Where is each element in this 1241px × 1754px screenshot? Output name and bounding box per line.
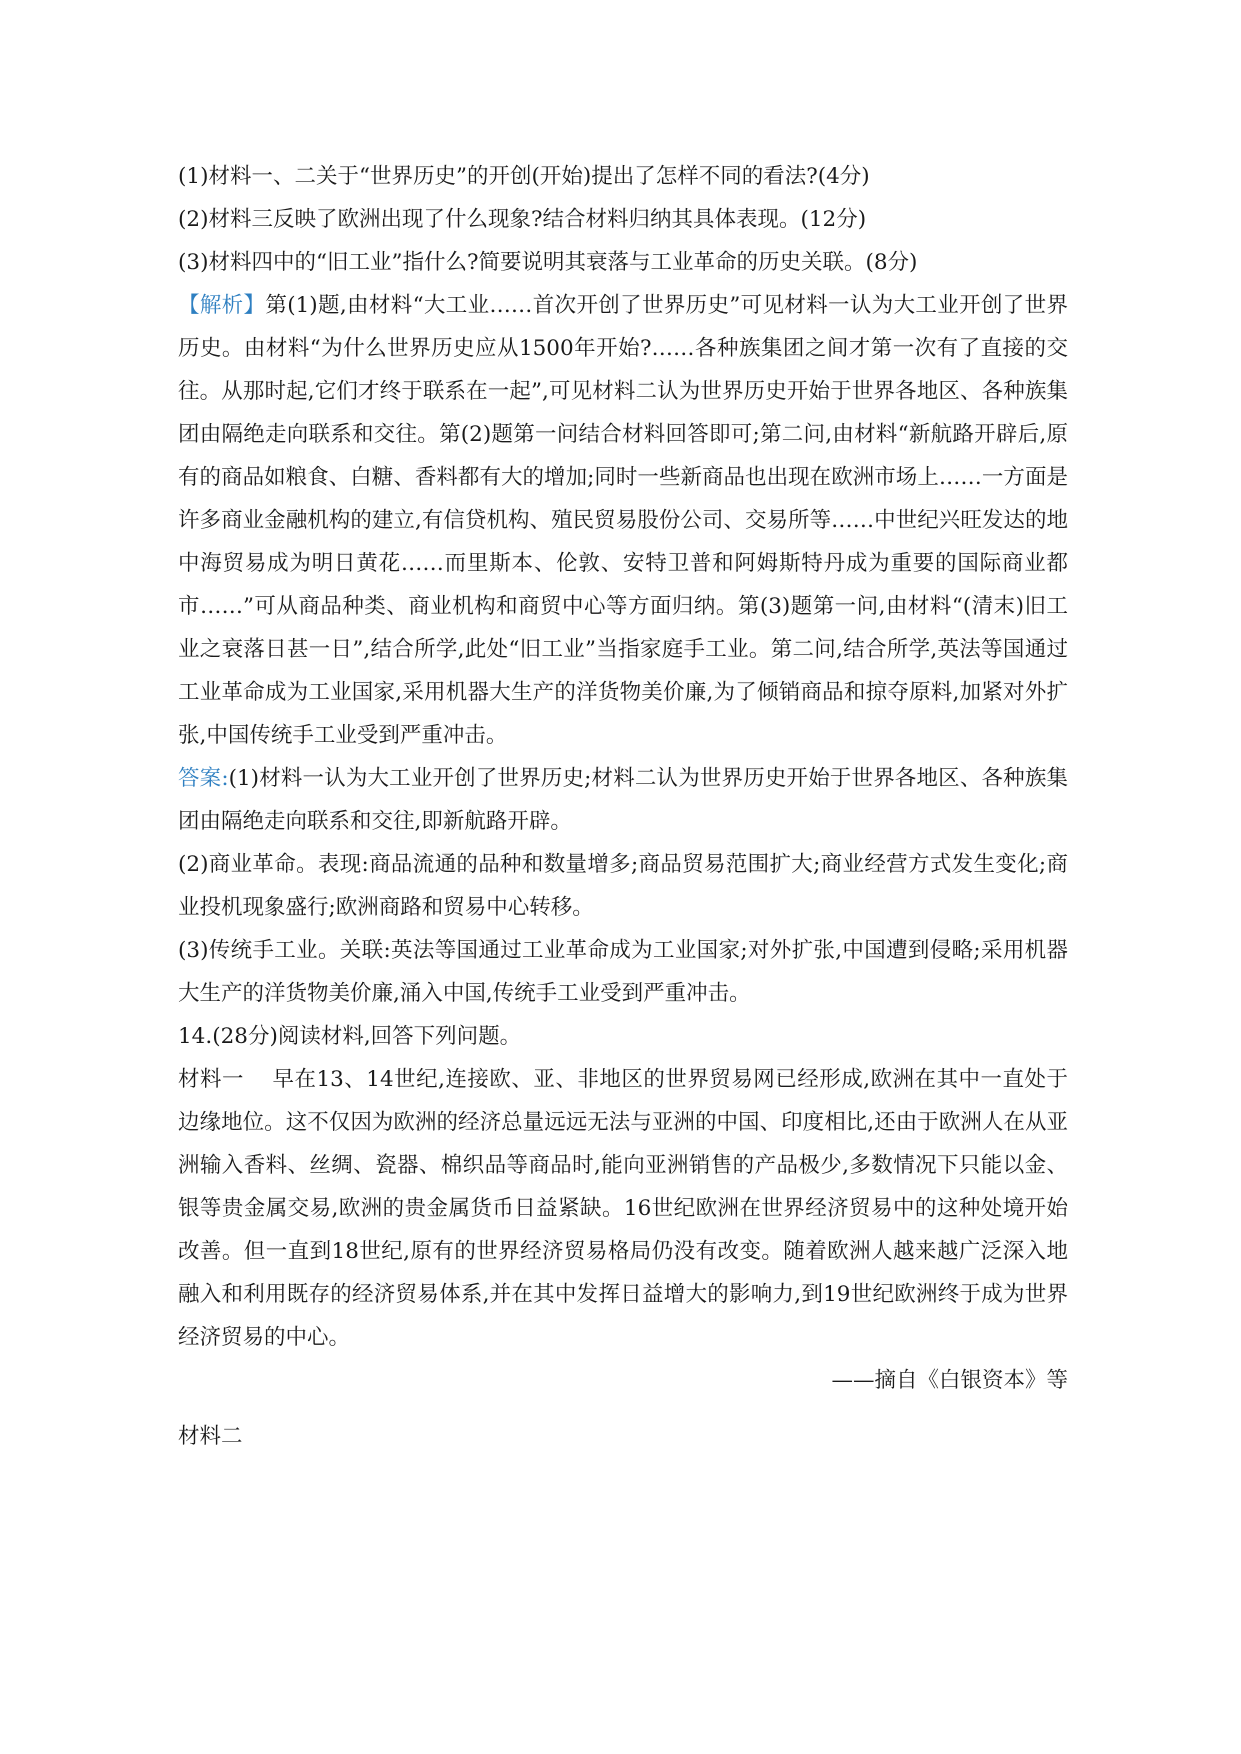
material-1-label: 材料一 bbox=[178, 1067, 244, 1092]
answer-3: (3)传统手工业。关联:英法等国通过工业革命成为工业国家;对外扩张,中国遭到侵略;采用机器大生产的洋货物美价廉,涌入中国,传统手工业受到严重冲击。 bbox=[178, 938, 1068, 1006]
answer-1 bbox=[178, 757, 1068, 843]
document-body bbox=[178, 155, 1068, 1458]
question-3: (3)材料四中的“旧工业”指什么?简要说明其衰落与工业革命的历史关联。(8分) bbox=[178, 250, 918, 275]
question-14-header: 14.(28分)阅读材料,回答下列问题。 bbox=[178, 1024, 522, 1049]
question-1: (1)材料一、二关于“世界历史”的开创(开始)提出了怎样不同的看法?(4分) bbox=[178, 164, 870, 189]
material-1-source: ——摘自《白银资本》等 bbox=[831, 1368, 1068, 1393]
analysis-text: 第(1)题,由材料“大工业……首次开创了世界历史”可见材料一认为大工业开创了世界历史。由材料“为什么世界历史应从1500年开始?……各种族集团之间才第一次有了直接的交往。从那时起,它们才终于联系在一起”,可见材料二认为世界历史开始于世界各地区、各种族集团由隔绝走向联系和交往。第(2)题第一问结合材料回答即可;第二问,由材料“新航路开辟后,原有的商品如粮食、白糖、香料都有大的增加;同时一些新商品也出现在欧洲市场上……一方面是许多商业金融机构的建立,有信贷机构、殖民贸易股份公司、交易所等……中世纪兴旺发达的地中海贸易成为明日黄花……而里斯本、伦敦、安特卫普和阿姆斯特丹成为重要的国际商业都市……”可从商品种类、商业机构和商贸中心等方面归纳。第(3)题第一问,由材料“(清末)旧工业之衰落日甚一日”,结合所学,此处“旧工业”当指家庭手工业。第二问,结合所学,英法等国通过工业革命成为工业国家,采用机器大生产的洋货物美价廉,为了倾销商品和掠夺原料,加紧对外扩张,中国传统手工业受到严重冲击。 bbox=[178, 293, 1068, 748]
analysis-label: 【解析】 bbox=[178, 293, 266, 318]
material-2-label: 材料二 bbox=[178, 1424, 243, 1449]
question-2: (2)材料三反映了欧洲出现了什么现象?结合材料归纳其具体表现。(12分) bbox=[178, 207, 867, 232]
material-1-text: 早在13、14世纪,连接欧、亚、非地区的世界贸易网已经形成,欧洲在其中一直处于边缘地位。这不仅因为欧洲的经济总量远远无法与亚洲的中国、印度相比,还由于欧洲人在从亚洲输入香料、丝绸、瓷器、棉织品等商品时,能向亚洲销售的产品极少,多数情况下只能以金、银等贵金属交易,欧洲的贵金属货币日益紧缺。16世纪欧洲在世界经济贸易中的这种处境开始改善。但一直到18世纪,原有的世界经济贸易格局仍没有改变。随着欧洲人越来越广泛深入地融入和利用既存的经济贸易体系,并在其中发挥日益增大的影响力,到19世纪欧洲终于成为世界经济贸易的中心。 bbox=[178, 1067, 1068, 1350]
answer-label: 答案: bbox=[178, 766, 229, 791]
analysis-paragraph bbox=[178, 284, 1068, 757]
answer-1-text: (1)材料一认为大工业开创了世界历史;材料二认为世界历史开始于世界各地区、各种族集团由隔绝走向联系和交往,即新航路开辟。 bbox=[178, 766, 1069, 834]
answer-2: (2)商业革命。表现:商品流通的品种和数量增多;商品贸易范围扩大;商业经营方式发生变化;商业投机现象盛行;欧洲商路和贸易中心转移。 bbox=[178, 852, 1068, 920]
material-1 bbox=[178, 1058, 1068, 1359]
